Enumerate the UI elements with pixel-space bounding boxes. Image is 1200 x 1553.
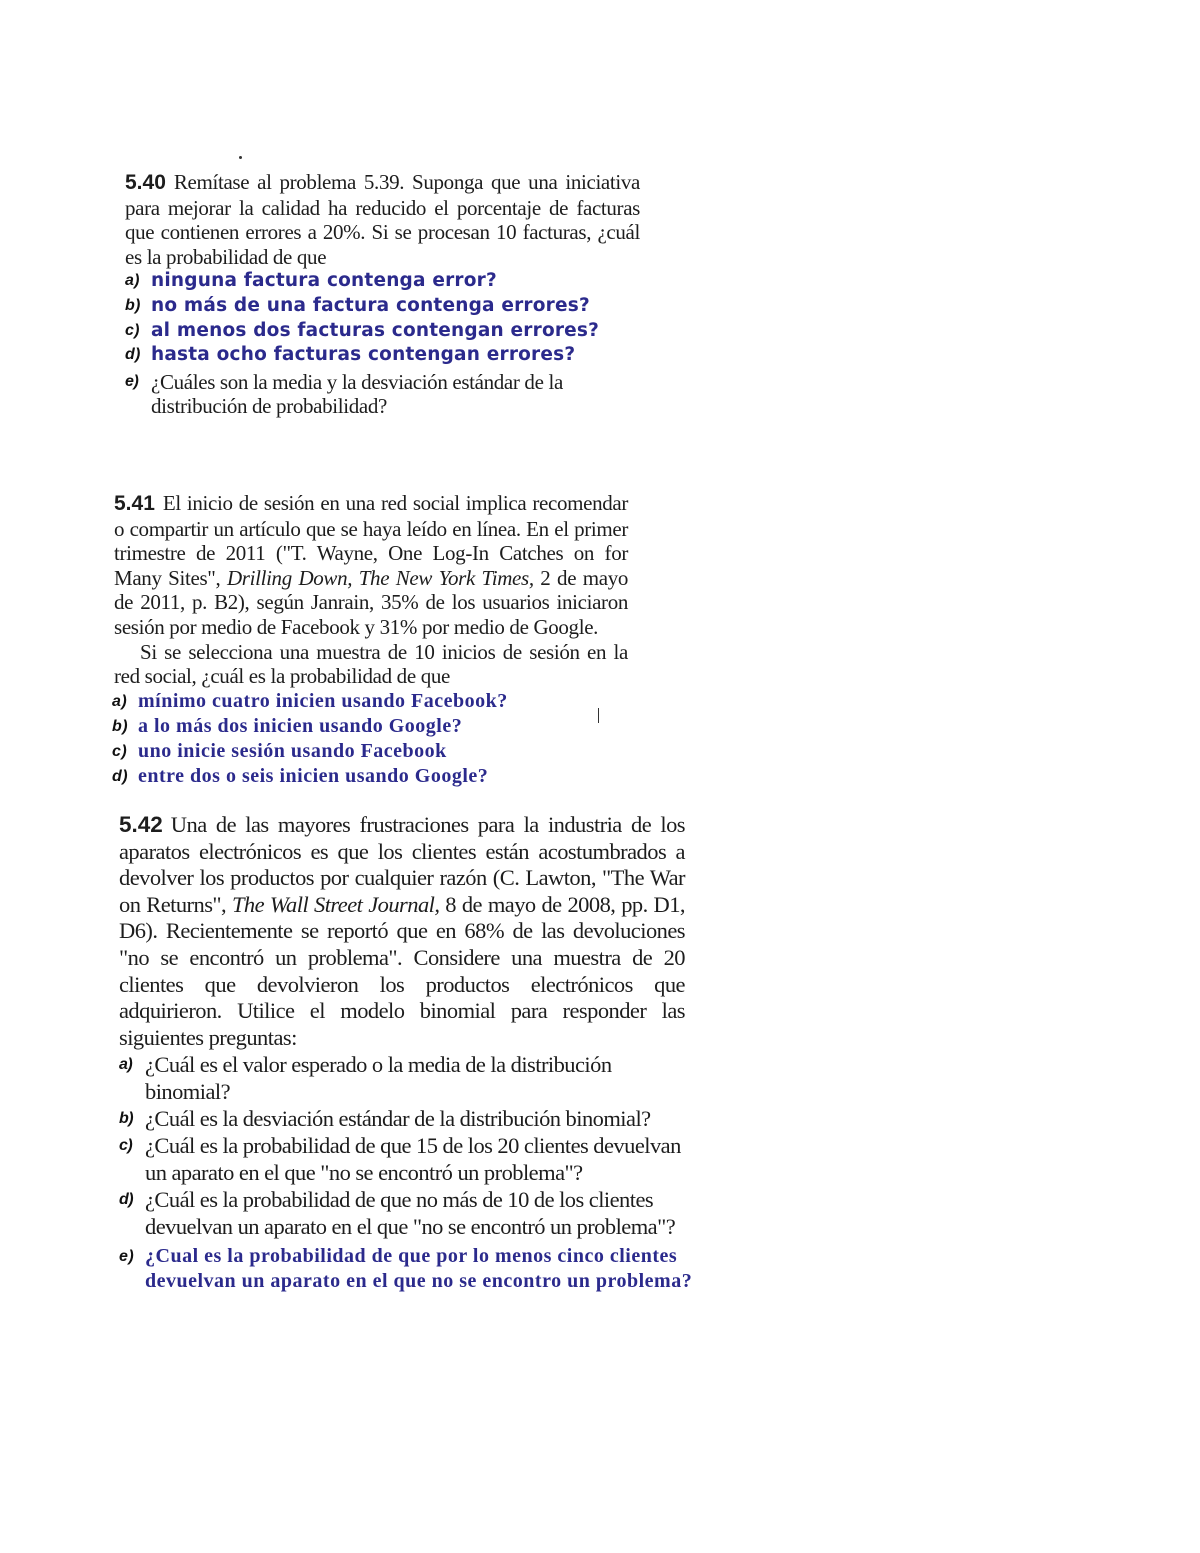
- item-marker: c): [125, 321, 140, 339]
- item-marker: b): [112, 717, 129, 735]
- item-text: ninguna factura contenga error?: [151, 270, 497, 292]
- list-item: [119, 1186, 685, 1240]
- problem-stem: [119, 812, 685, 1051]
- list-item: [125, 343, 640, 368]
- item-marker: e): [119, 1248, 135, 1266]
- item-text: a lo más dos inicien usando Google?: [138, 714, 463, 737]
- item-text: uno inicie sesión usando Facebook: [138, 739, 447, 762]
- list-item: [119, 1132, 685, 1186]
- list-item: [125, 294, 640, 319]
- problem-5-40: [125, 170, 640, 419]
- item-text: ¿Cuál es el valor esperado o la media de la distribución binomial?: [145, 1052, 612, 1105]
- item-marker: a): [119, 1056, 133, 1074]
- list-item: [112, 739, 628, 764]
- list-item: [125, 369, 640, 419]
- item-text: ¿Cual es la probabilidad de que por lo menos cinco clientes devuelvan un aparato en el que no se encontro un problema?: [145, 1245, 693, 1293]
- item-text: ¿Cuáles son la media y la desviación estándar de la distribución de probabilidad?: [151, 369, 563, 419]
- item-text: ¿Cuál es la desviación estándar de la distribución binomial?: [145, 1106, 651, 1132]
- stem-space: [352, 566, 359, 590]
- stem-text: Una de las mayores frustraciones para la industria de los aparatos electrónicos es que los clientes están acostumbrados a devolver los productos por cualquier razón (C. Lawton, "The War on Returns",: [119, 812, 685, 917]
- question-list: [125, 269, 640, 419]
- problem-5-41: [114, 491, 628, 789]
- source-publication: The Wall Street Journal,: [231, 891, 440, 917]
- source-publication: The New York Times,: [358, 565, 534, 590]
- list-item: [112, 764, 628, 789]
- item-text: ¿Cuál es la probabilidad de que no más de 10 de los clientes devuelvan un aparato en el que "no se encontró un problema"?: [145, 1187, 676, 1240]
- item-text: entre dos o seis inicien usando Google?: [138, 764, 489, 787]
- item-marker: d): [119, 1191, 134, 1209]
- item-marker: d): [125, 346, 141, 364]
- problem-stem: [114, 491, 628, 640]
- item-marker: d): [112, 767, 129, 785]
- item-marker: b): [125, 296, 141, 314]
- item-marker: c): [119, 1137, 133, 1155]
- list-item: [119, 1105, 685, 1132]
- problem-5-42: [119, 812, 693, 1294]
- stem-text: 8 de mayo de 2008, pp. D1, D6). Recientemente se reportó que en 68% de las devoluciones "no se encontró un problema". Considere una muestra de 20 clientes que devolvieron los productos electrónicos que adquirieron. Utilice el modelo binomial para responder las siguientes preguntas:: [119, 891, 685, 1050]
- list-item: [112, 714, 628, 739]
- problem-stem-continued: Si se selecciona una muestra de 10 inicios de sesión en la red social, ¿cuál es la probabilidad de que: [114, 639, 628, 689]
- stem-text: Remítase al problema 5.39. Suponga que una iniciativa para mejorar la calidad ha reducido el porcentaje de facturas que contienen errores a 20%. Si se procesan 10 facturas, ¿cuál es la probabilidad de que: [125, 170, 640, 269]
- problem-number: 5.42: [119, 812, 163, 837]
- item-text: no más de una factura contenga errores?: [151, 294, 590, 316]
- list-item: [119, 1051, 685, 1105]
- item-marker: a): [125, 272, 140, 290]
- list-item: [119, 1244, 745, 1294]
- item-text: ¿Cuál es la probabilidad de que 15 de los 20 clientes devuelvan un aparato en el que "no se encontró un problema"?: [145, 1133, 681, 1186]
- scan-speck: [239, 156, 242, 159]
- item-marker: c): [112, 742, 128, 760]
- item-marker: a): [112, 692, 128, 710]
- problem-number: 5.41: [114, 492, 155, 515]
- item-text: mínimo cuatro inicien usando Facebook?: [138, 689, 508, 712]
- problem-number: 5.40: [125, 171, 166, 194]
- problem-stem: [125, 170, 640, 269]
- item-text: al menos dos facturas contengan errores?: [151, 319, 600, 341]
- question-list: [119, 1051, 693, 1294]
- stem-text: El inicio de sesión en una red social implica recomendar o compartir un artículo que se haya leído en línea. En el primer trimestre de 2011 ("T. Wayne, One Log-In Catches on for Many Sites",: [114, 491, 628, 590]
- item-marker: e): [125, 372, 139, 390]
- list-item: [112, 689, 628, 714]
- list-item: [125, 269, 640, 294]
- source-title: Drilling Down,: [226, 565, 353, 590]
- item-marker: b): [119, 1110, 134, 1128]
- item-text: hasta ocho facturas contengan errores?: [151, 344, 576, 366]
- question-list: [114, 689, 628, 789]
- list-item: [125, 319, 640, 344]
- stem-text: 2 de mayo de 2011, p. B2), según Janrain, 35% de los usuarios iniciaron sesión por medio de Facebook y 31% por medio de Google.: [114, 565, 628, 639]
